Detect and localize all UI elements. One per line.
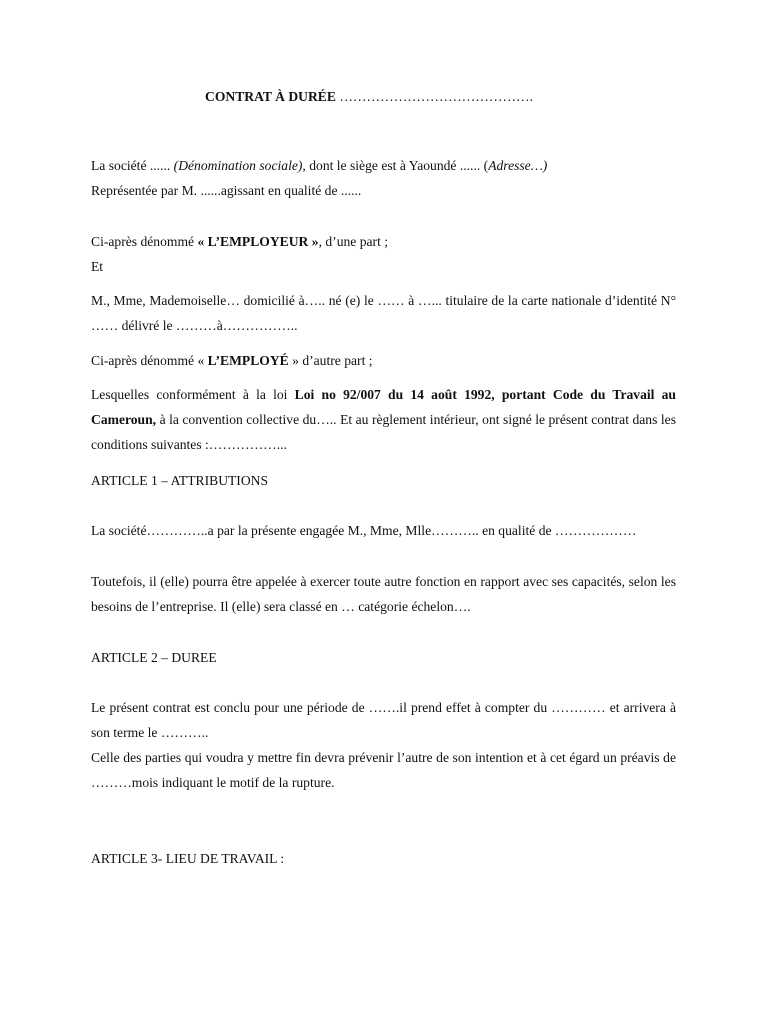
employer-pre: Ci-après dénommé [91,234,198,249]
employee-post: » d’autre part ; [288,353,373,368]
article-2-heading: ARTICLE 2 – DUREE [91,650,217,665]
company-name-placeholder: (Dénomination sociale) [173,158,303,173]
et-line: Et [91,259,104,274]
title-main: CONTRAT À DURÉE [205,89,336,104]
address-placeholder: Adresse…) [488,158,548,173]
article-2-paragraph-2: Celle des parties qui voudra y mettre fin devra prévenir l’autre de son intention et à cet égard un préavis de ………mois indiquant le motif de la rupture. [91,750,676,790]
article-1-paragraph-1: La société…………..a par la présente engagée M., Mme, Mlle……….. en qualité de ……………… [91,523,637,538]
article-1-paragraph-2: Toutefois, il (elle) pourra être appelée à exercer toute autre fonction en rapport avec ses capacités, selon les besoins de l’entreprise. Il (elle) sera classé en … catégorie échelon…. [91,574,676,614]
law-paragraph [91,382,676,457]
intro-text-a: La société ...... [91,158,174,173]
employee-info-paragraph: M., Mme, Mademoiselle… domicilié à….. né (e) le …… à …... titulaire de la carte nationale d’identité N° …… délivré le ………à…………….. [91,293,676,333]
law-pre: Lesquelles conformément à la loi [91,387,295,402]
employee-paragraph [91,348,676,373]
employer-label: « L’EMPLOYEUR » [197,234,319,249]
article-1-heading: ARTICLE 1 – ATTRIBUTIONS [91,473,269,488]
intro-paragraph [91,153,676,203]
employee-label: L’EMPLOYÉ [207,353,289,368]
employee-pre: Ci-après dénommé « [91,353,208,368]
article-2-paragraph-1: Le présent contrat est conclu pour une période de …….il prend effet à compter du ………… et arrivera à son terme le ……….. [91,700,676,740]
document-title [205,84,533,109]
employer-post: , d’une part ; [318,234,389,249]
law-post: à la convention collective du….. Et au règlement intérieur, ont signé le présent contrat dans les conditions suivantes :……………... [91,412,676,452]
law-reference: Loi no 92/007 du 14 août 1992, portant Code du Travail au Cameroun, [91,387,676,427]
intro-text-c: , dont le siège est à Yaoundé ...... ( [302,158,489,173]
employer-paragraph [91,229,676,279]
representative-line: Représentée par M. ......agissant en qualité de ...... [91,183,362,198]
article-3-heading: ARTICLE 3- LIEU DE TRAVAIL : [91,851,285,866]
title-dots: ……………………………………. [335,89,534,104]
